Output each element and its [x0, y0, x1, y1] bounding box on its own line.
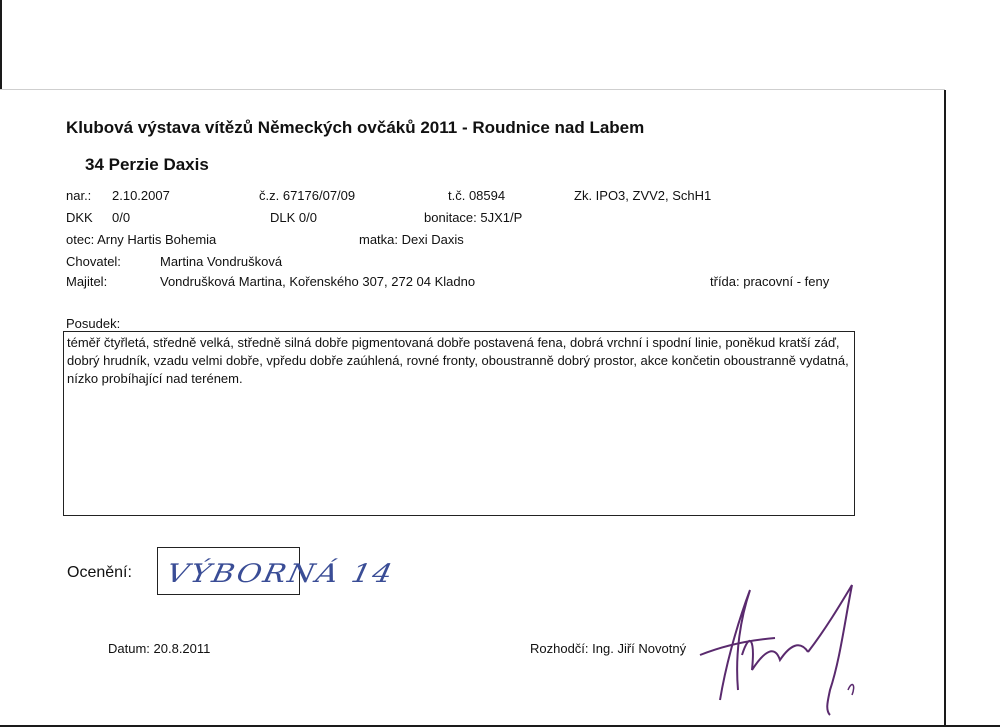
dam: matka: Dexi Daxis	[359, 232, 464, 247]
scan-edge-left	[0, 0, 2, 90]
date: Datum: 20.8.2011	[108, 641, 211, 656]
class-value: třída: pracovní - feny	[710, 274, 830, 289]
owner-value: Vondrušková Martina, Kořenského 307, 272 04 Kladno	[160, 274, 476, 289]
judge: Rozhodčí: Ing. Jiří Novotný	[530, 641, 687, 656]
birth-date: 2.10.2007	[112, 188, 170, 203]
assessment-text: téměř čtyřletá, středně velká, středně silná dobře pigmentovaná dobře postavená fena, dobrá vrchní i spodní linie, poněkud kratší záď, dobrý hrudník, vzadu velmi dobře, vpředu dobře zaúhlená, rovné fronty, oboustranně dobrý prostor, akce končetin oboustranně vydatná, nízko probíhající nad terénem.	[67, 335, 849, 386]
stud-book-number: č.z. 67176/07/09	[259, 188, 356, 203]
breeder-name: Martina Vondrušková	[160, 254, 283, 269]
document-title: Klubová výstava vítězů Německých ovčáků 2011 - Roudnice nad Labem	[66, 118, 645, 137]
tattoo-number: t.č. 08594	[448, 188, 506, 203]
award-label: Ocenění:	[67, 564, 132, 581]
scan-edge-right	[944, 90, 946, 727]
sire: otec: Arny Hartis Bohemia	[66, 232, 217, 247]
dkk-label: DKK	[66, 210, 93, 225]
breed-survey: bonitace: 5JX1/P	[424, 210, 523, 225]
dog-name: 34 Perzie Daxis	[85, 155, 209, 174]
dlk-value: DLK 0/0	[270, 210, 317, 225]
dkk-value: 0/0	[112, 210, 131, 225]
breeder-label: Chovatel:	[66, 254, 121, 269]
judge-signature	[680, 560, 870, 720]
assessment-label: Posudek:	[66, 316, 121, 331]
award-handwritten: VÝBORNÁ 14	[163, 559, 397, 589]
scan-edge-top	[0, 89, 945, 90]
owner-label: Majitel:	[66, 274, 108, 289]
assessment-box	[63, 331, 855, 516]
birth-label: nar.:	[66, 188, 92, 203]
exams: Zk. IPO3, ZVV2, SchH1	[574, 188, 712, 203]
